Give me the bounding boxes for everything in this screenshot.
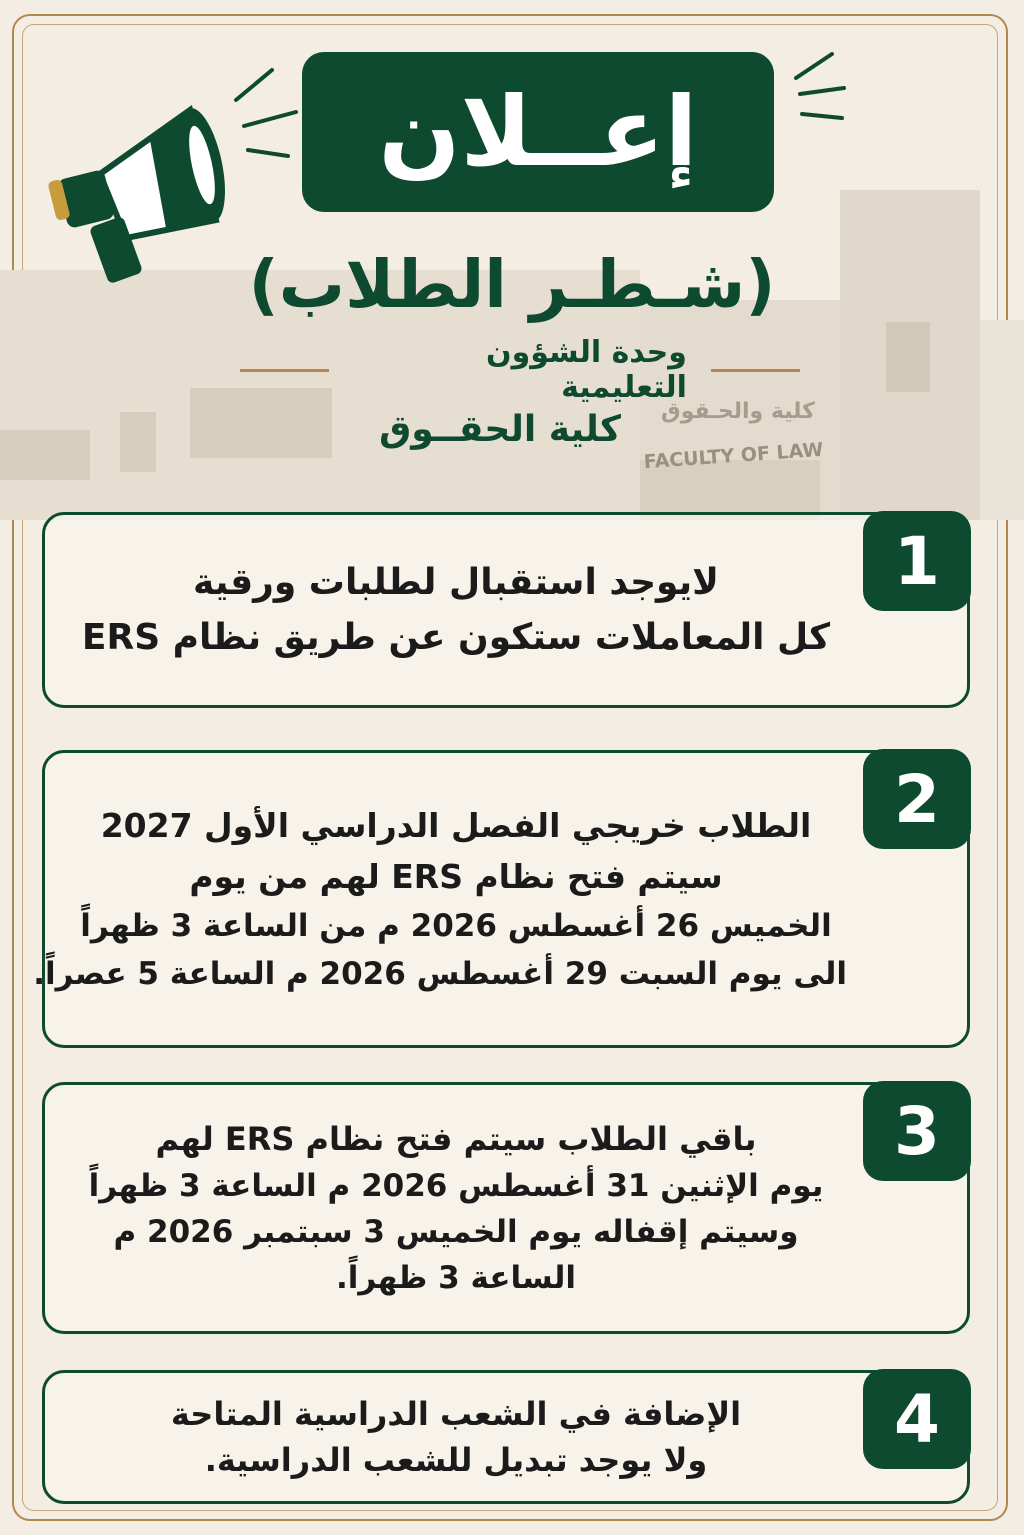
item-4-line-2: ولا يوجد تبديل للشعب الدراسية. [204,1441,708,1479]
announcement-item-1 [42,512,970,708]
item-number-badge: 2 [863,749,971,849]
item-1-line-1: لايوجد استقبال لطلبات ورقية [193,562,719,603]
item-2-line-1: الطلاب خريجي الفصل الدراسي الأول 2027 [100,806,812,845]
announcement-title: إعــلان [378,76,698,188]
sound-rays-right [786,48,856,128]
announcement-title-box [302,52,774,212]
item-2-line-3: الخميس 26 أغسطس 2026 م من الساعة 3 ظهراً [80,908,832,944]
divider-left [240,369,329,372]
building-sign-arabic: كلية والحـقوق [661,399,815,424]
item-number-badge: 4 [863,1369,971,1469]
sound-rays-left [226,60,306,170]
unit-row [240,335,800,405]
announcement-subtitle: (شـطـر الطلاب) [248,246,776,323]
item-2-line-2: سيتم فتح نظام ERS لهم من يوم [189,857,723,896]
divider-right [711,369,800,372]
announcement-item-3 [42,1082,970,1334]
item-number-badge: 1 [863,511,971,611]
item-number-badge: 3 [863,1081,971,1181]
item-1-line-2: كل المعاملات ستكون عن طريق نظام ERS [81,617,831,658]
announcement-item-2 [33,750,970,1048]
item-3-line-4: الساعة 3 ظهراً. [336,1260,576,1296]
item-2-line-4: الى يوم السبت 29 أغسطس 2026 م الساعة 5 عصراً. [33,956,847,992]
unit-name: وحدة الشؤون التعليمية [486,335,687,405]
item-3-line-1: باقي الطلاب سيتم فتح نظام ERS لهم [155,1120,757,1158]
building-sign-english: FACULTY OF LAW [643,438,825,474]
item-3-line-3: وسيتم إقفاله يوم الخميس 3 سبتمبر 2026 م [113,1214,799,1250]
announcement-item-4 [42,1370,970,1504]
item-3-line-2: يوم الإثنين 31 أغسطس 2026 م الساعة 3 ظهراً [88,1168,824,1204]
item-4-line-1: الإضافة في الشعب الدراسية المتاحة [170,1395,742,1433]
faculty-name: كلية الحقــوق [379,409,621,450]
